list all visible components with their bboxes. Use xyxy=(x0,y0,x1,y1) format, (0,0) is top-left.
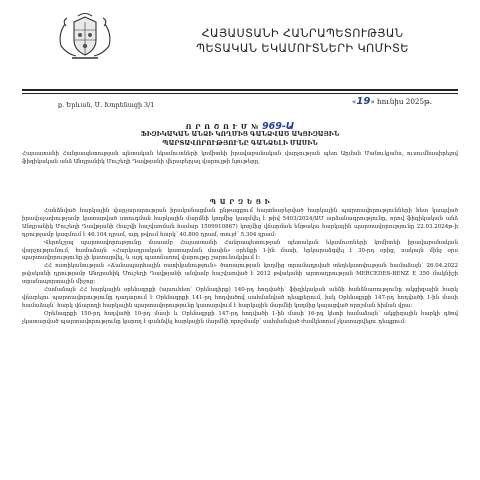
subject-line2: ՊԱՐՏԱՎՈՐՈՒԹՅՈՒՆԸ ԳԱՆՁԵԼԻ ՄԱՍԻՆ xyxy=(162,140,318,147)
date-month-year: հունիս 2025թ. xyxy=(377,97,433,106)
armenia-coat-of-arms-icon xyxy=(56,10,114,62)
document-date: «19» հունիս 2025թ. xyxy=(352,96,433,107)
header-divider-thin xyxy=(22,93,458,94)
body-paragraph-2: Վերոնշյալ պարտավորությունը մասամբ Հայաստանի Հանրապետության պետական եկամուտների կոմիտեի իրավաբանական վարչությունում, համաձայն «Հարկադրական կատարման մասին» օրենքի 1-ին մասի, երկարաձգվել է 30-րդ օրից, սակայն մինչ օրս պարտավորությունը չի կատարվել, և այդ պատճառով վարույթը շարունակվում է: xyxy=(22,239,458,262)
order-label: Ո Ր Ո Շ Ո Ւ Մ № xyxy=(185,123,260,131)
org-name-line2: ՊԵՏԱԿԱՆ ԵԿԱՄՈՒՏՆԵՐԻ ԿՈՄԻՏԵ xyxy=(196,42,409,55)
section-title: Պ Ա Ր Զ Ե Ց Ի xyxy=(209,199,271,206)
body-paragraph-3: ՀՀ ոստիկանության «Ճանապարհային ոստիկանություն» ծառայության կողմից տրամադրված տեղեկատվության համաձայն՝ 26.04.2022 թվականի դրությամբ Անդրանիկ Մուշեղի Դավթյանի անվամբ հաշվառված է 2012 թվականի արտադրության MERCEDES-BENZ E 350 մակնիշի տրանսպորտային միջոց: xyxy=(22,263,458,286)
date-day-handwritten: 19 xyxy=(356,96,371,107)
subject-line1: ՖԻԶԻԿԱԿԱՆ ԱՆՁԻ ԿՈՂՄԻՑ ԳԱՆՁՎԱԾ ԱԿՑԻԶԱՅԻՆ xyxy=(140,131,340,138)
org-name-line1: ՀԱՅԱՍՏԱՆԻ ՀԱՆՐԱՊԵՏՈՒԹՅԱՆ xyxy=(201,27,404,40)
header-divider-thick xyxy=(22,89,458,91)
header-organization xyxy=(180,26,425,56)
address: ք. Երևան, Մ. Խորենացի 3/1 xyxy=(58,101,155,109)
body-paragraph-4: Համաձայն ՀՀ հարկային օրենսգրքի (այսուհետ՝ Օրենսգիրք) 140-րդ հոդվածի՝ ֆիզիկական անձի հանձնառությունը ակցիզային հարկ վճարելու պարտավորությունը դադարում է Օրենսգրքի 141-րդ հոդվածով սահմանված դեպքերում, իսկ Օրենսգրքի 147-րդ հոդվածի 1-ին մասի համաձայն՝ հարկ վճարողի հարկային պարտավորությունը կատարվում է հարկային մարմնի կողմից կայացված որոշման հիման վրա: xyxy=(22,287,458,309)
body-paragraph-5: Օրենսգրքի 150-րդ հոդվածի 10-րդ մասի և Օրենսգրքի 147-րդ հոդվածի 1-ին մասի 16-րդ կետի համաձայն՝ ակցիզային հարկի գծով չկատարված պարտավորությունը կարող է գանձվել հարկային մարմնի որոշմամբ՝ սահմանված ժամկետում չկատարվելու դեպքում: xyxy=(22,310,458,325)
intro-paragraph: Հայաստանի Հանրապետության պետական եկամուտների կոմիտեի իրավաբանական վարչության պետ Արման Մանուկյանս, ուսումնասիրելով ֆիզիկական անձ Անդրանիկ Մուշեղի Դավթյանի վերաբերյալ վարույթի նյութերը, xyxy=(22,151,458,165)
order-number-handwritten: 969-Ա xyxy=(262,121,295,132)
document-body xyxy=(22,208,458,327)
body-paragraph-1: Հանձնված հարկային վարչարարության իրականացման ընթացքում հայտնաբերված հարկային պարտավորությունների հետ կապված իրավաչափությամբ կատարված ստուգման հարկային մարմնի կողմից կազմվել է թիվ 5403/2024/ԱՄ արձանագրությունը, որով ֆիզիկական անձ Անդրանիկ Մուշեղի Դավթյանի (հաշվի հաշվառման համար 1509910867) կողմից վճարման ենթակա հարկային պարտավորությունը 22.03.2024թ-ի դրությամբ կազմում է 46.104 դրամ, այդ թվում հարկ՝ 40.800 դրամ, տույժ՝ 5.304 դրամ: xyxy=(22,208,458,238)
